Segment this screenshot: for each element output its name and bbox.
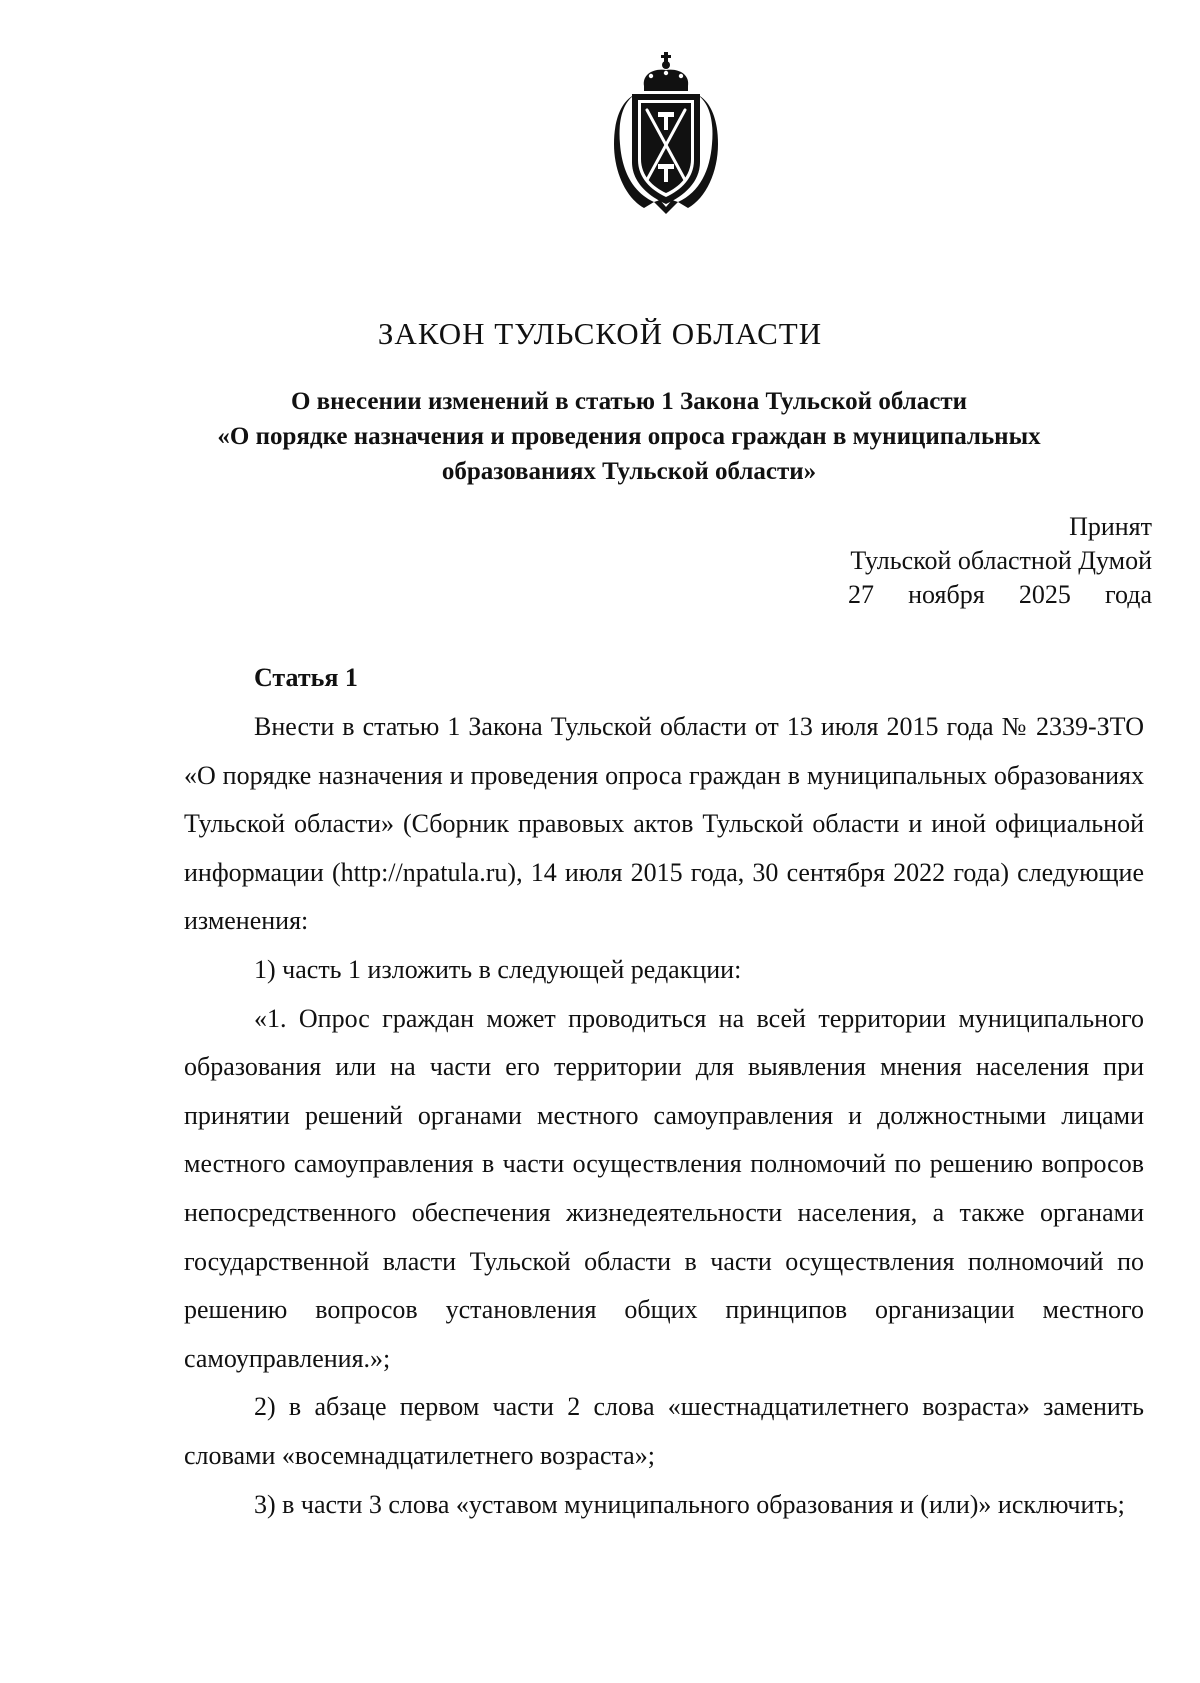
paragraph: 1) часть 1 изложить в следующей редакции: [254,954,742,984]
paragraph: Внести в статью 1 Закона Тульской области от 13 июля 2015 года № 2339-ЗТО «О порядке назначения и проведения опроса граждан в муниципальных образованиях Тульской области» (Сборник правовых актов Тульской области и иной официальной информации (http://npatula.ru), 14 июля 2015 года, 30 сентября 2022 года) следующие изменения: [184,712,1144,936]
adoption-block [772,510,1152,612]
paragraph: 3) в части 3 слова «уставом муниципального образования и (или)» исключить; [254,1489,1125,1519]
document-subtitle [150,384,1108,489]
adopted-day: 27 [848,580,874,609]
document-title: ЗАКОН ТУЛЬСКОЙ ОБЛАСТИ [377,316,823,351]
article-heading: Статья 1 [254,663,358,692]
adopted-year-word: года [1104,580,1152,609]
coat-of-arms-icon [614,52,718,214]
adopted-month: ноября [908,580,985,609]
adopted-year: 2025 [1018,580,1071,609]
paragraph: 2) в абзаце первом части 2 слова «шестнадцатилетнего возраста» заменить словами «восемнадцатилетнего возраста»; [184,1392,1144,1470]
subtitle-line: образованиях Тульской области» [441,458,817,485]
adopted-label: Принят [1069,512,1152,541]
subtitle-line: «О порядке назначения и проведения опроса граждан в муниципальных [217,423,1041,450]
article-body [184,703,1144,1529]
paragraph: «1. Опрос граждан может проводиться на всей территории муниципального образования или на части его территории для выявления мнения населения при принятии решений органами местного самоуправления и должностными лицами местного самоуправления в части осуществления полномочий по решению вопросов непосредственного обеспечения жизнедеятельности населения, а также органами государственной власти Тульской области в части осуществления полномочий по решению вопросов установления общих принципов организации местного самоуправления.»; [184,1003,1144,1373]
subtitle-line: О внесении изменений в статью 1 Закона Тульской области [290,388,968,415]
adopted-by: Тульской областной Думой [850,546,1152,575]
adopted-date [772,578,1152,612]
